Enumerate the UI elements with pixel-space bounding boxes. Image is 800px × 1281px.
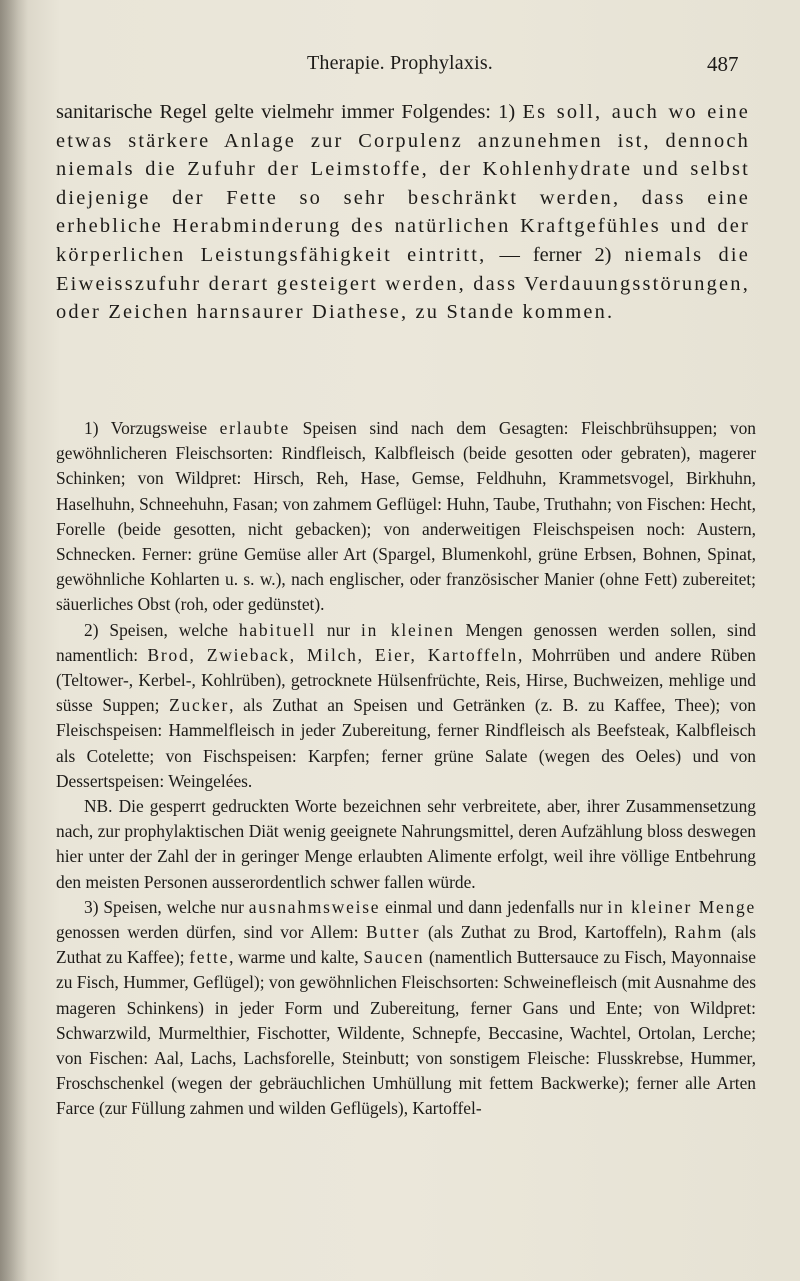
intro-text-2: — ferner 2)	[486, 243, 625, 266]
item3-text-7: (namentlich Buttersauce zu Fisch, Mayonnaise zu Fisch, Hummer, Geflügel); von gewöhnlichen Fleischsorten: Schweinefleisch (mit Ausnahme des mageren Schinkens) in jeder Form und Zubereitung, ferner Gans und Ente; von Wildpret: Schwarzwild, Murmelthier, Fischotter, Wildente, Schnepfe, Beccasine, Wachtel, Ortolan, Lerche; von Fischen: Aal, Lachs, Lachsforelle, Steinbutt; von sonstigem Fleische: Flusskrebse, Hummer, Froschschenkel (wegen der gebräuchlichen Umhüllung mit fettem Backwerke); ferner alle Arten Farce (zur Füllung zahmen und wilden Geflügels), Kartoffel-	[56, 947, 756, 1119]
page-header	[0, 52, 800, 82]
item3-spaced-4: Rahm	[674, 922, 724, 943]
item2-text-3: Mengen genossen werden sollen, sind namentlich:	[56, 619, 756, 665]
intro-spaced-2: niemals die Eiweisszufuhr derart gesteigert werden, dass Verdauungsstörungen, oder Zeichen harnsaurer Diathese, zu Stande kommen.	[56, 243, 750, 324]
intro-text-1: sanitarische Regel gelte vielmehr immer Folgendes: 1)	[56, 101, 523, 123]
item1-text-1: 1) Vorzugsweise	[84, 418, 220, 438]
item2-text-2: nur	[315, 619, 361, 640]
item1-spaced-1: erlaubte	[219, 418, 291, 438]
item2-text-5: , als Zuthat an Speisen und Getränken (z. B. zu Kaffee, Thee); von Fleischspeisen: Hammelfleisch in jeder Zubereitung, ferner Rindfleisch als Beefsteak, Kalbfleisch als Cotelette; von Fischspeisen: Karpfen; ferner grüne Salate (wegen des Oeles) und von Dessertspeisen: Weingelées.	[56, 695, 756, 791]
list-item-exceptional	[56, 895, 756, 1122]
item2-text-1: 2) Speisen, welche	[84, 619, 239, 640]
item3-text-3: genossen werden dürfen, sind vor Allem:	[56, 922, 367, 943]
item2-spaced-1: habituell	[238, 619, 316, 640]
item2-text-4: , Mohrrüben und andere Rüben (Teltower-, Kerbel-, Kohlrüben), getrocknete Hülsenfrüchte, Reis, Hirse, Buchweizen, mehlige und süsse Suppen;	[56, 644, 756, 716]
food-lists	[56, 416, 756, 1122]
binding-shadow	[0, 0, 28, 1281]
page-number: 487	[707, 52, 739, 76]
item3-spaced-2: in kleiner Menge	[607, 896, 756, 917]
item3-spaced-3: Butter	[366, 922, 421, 943]
item1-text-2: Speisen sind nach dem Gesagten: Fleischbrühsuppen; von gewöhnlicheren Fleischsorten: Rindfleisch, Kalbfleisch (beide gesotten oder gebraten), magerer Schinken; von Wildpret: Hirsch, Reh, Hase, Gemse, Feldhuhn, Krammetsvogel, Birkhuhn, Haselhuhn, Schneehuhn, Fasan; von zahmem Geflügel: Huhn, Taube, Truthahn; von Fischen: Hecht, Forelle (beide gesotten, nicht gebacken); von anderweitigen Fleischspeisen noch: Austern, Schnecken. Ferner: grüne Gemüse aller Art (Spargel, Blumenkohl, grüne Erbsen, Bohnen, Spinat, gewöhnliche Kohlarten u. s. w.), nach englischer, oder französischer Manier (ohne Fett) zubereitet; säuerliches Obst (roh, oder gedünstet).	[56, 418, 756, 615]
intro-paragraph	[56, 98, 750, 327]
item3-text-5: (als Zuthat zu Kaffee);	[56, 922, 757, 968]
list-item-allowed	[56, 416, 756, 618]
intro-text	[56, 98, 750, 327]
item3-spaced-6: Saucen	[363, 947, 425, 968]
item3-text-1: 3) Speisen, welche nur	[84, 896, 249, 917]
item2-spaced-2: in kleinen	[361, 619, 455, 640]
running-head: Therapie. Prophylaxis.	[306, 52, 494, 74]
nb-text: NB. Die gesperrt gedruckten Worte bezeichnen sehr verbreitete, aber, ihrer Zusammensetzung nach, zur prophylaktischen Diät wenig geeignete Nahrungsmittel, deren Aufzählung bloss deswegen hier unter der Zahl der in geringer Menge erlaubten Alimente erfolgt, weil ihre völlige Entbehrung den meisten Personen ausserordentlich schwer fallen würde.	[56, 796, 756, 892]
list-item-habitual	[56, 618, 756, 794]
item3-text-6: , warme und kalte,	[229, 947, 364, 968]
item2-spaced-4: Zucker	[169, 695, 230, 716]
intro-spaced-1: Es soll, auch wo eine etwas stärkere Anlage zur Corpulenz anzunehmen ist, dennoch niemals die Zufuhr der Leimstoffe, der Kohlenhydrate und selbst diejenige der Fette so sehr beschränkt werden, dass eine erhebliche Herabminderung des natürlichen Kraftgefühles und der körperlichen Leistungsfähigkeit eintritt,	[56, 101, 750, 266]
item3-spaced-1: ausnahmsweise	[248, 896, 381, 917]
nota-bene	[56, 794, 756, 895]
item3-spaced-5: fette	[189, 947, 230, 968]
item3-text-2: einmal und dann jedenfalls nur	[380, 896, 608, 917]
item2-spaced-3: Brod, Zwieback, Milch, Eier, Kartoffeln	[147, 644, 518, 665]
item3-text-4: (als Zuthat zu Brod, Kartoffeln),	[420, 922, 675, 943]
